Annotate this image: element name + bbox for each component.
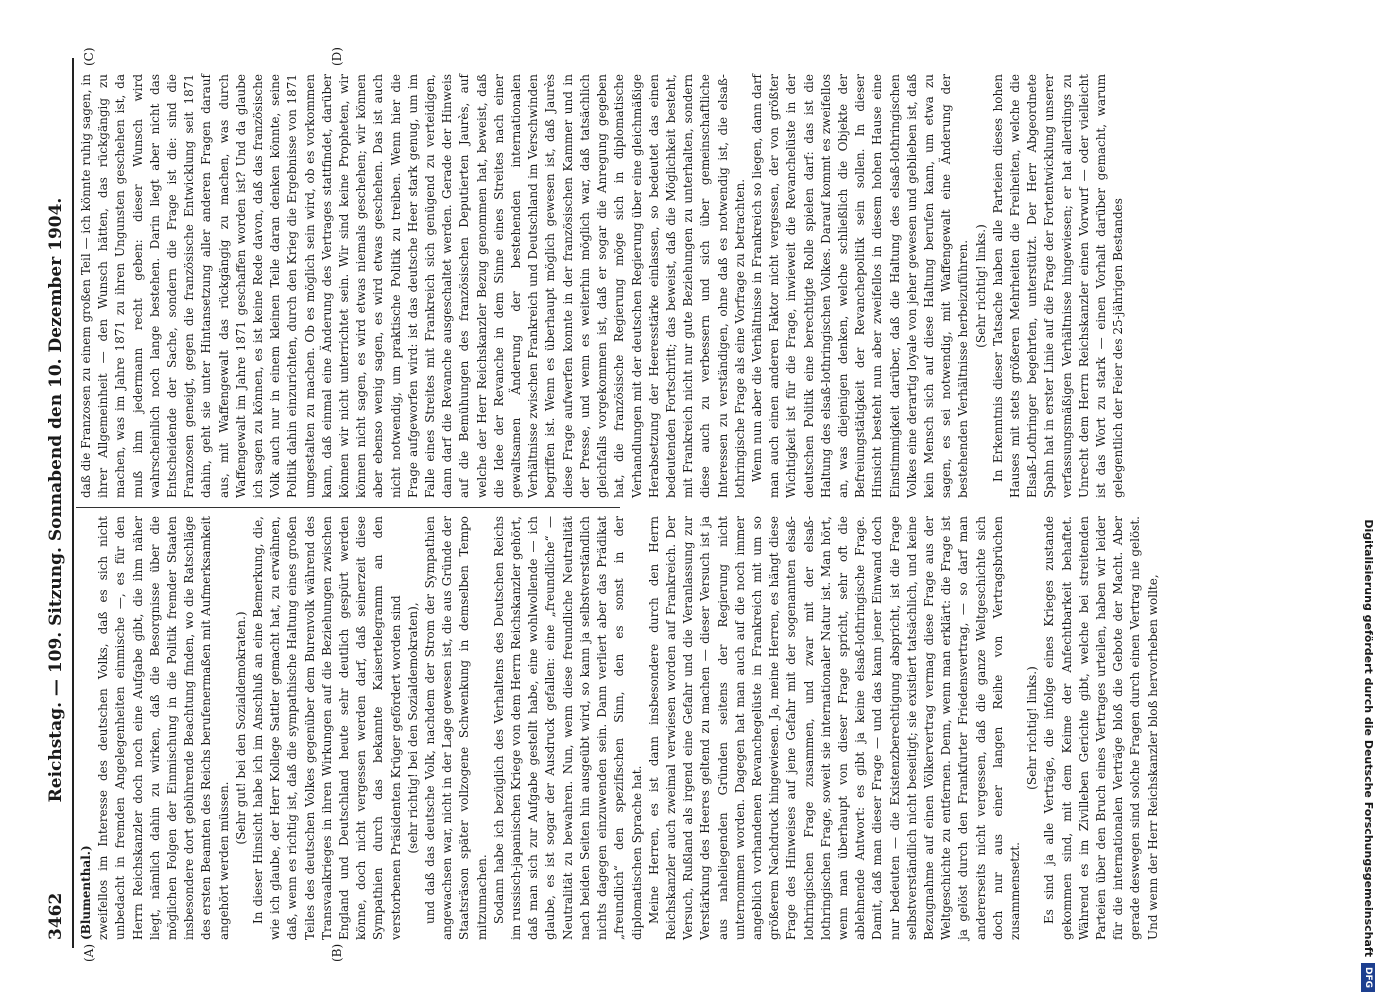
paragraph: In dieser Hinsicht habe ich im Anschluß an eine Bemerkung, die, wie ich glaube, der Herr Kollege Sattler gemacht hat, zu erwähnen, daß, wenn es richtig ist, daß die sympathische Haltung eines großen Teiles des deutschen Volkes gegenüber dem Burenvolk während des Transvaalkrieges in ihren Wirkungen auf die Beziehungen zwischen England und Deutschland heute sehr deutlich gespürt werden könne, doch nicht vergessen werden darf, daß seinerzeit diese Sympathien durch das bekannte Kaisertelegramm an den verstorbenen Präsidenten Krüger gefördert worden sind	[251, 516, 403, 940]
right-column	[78, 74, 1126, 498]
paragraph: zweifellos im Interesse des deutschen Volks, daß es sich nicht unbedacht in fremden Angelegenheiten einmische —, es für den Herrn Reichskanzler doch noch eine Aufgabe gibt, die ihm näher liegt, nämlich dahin zu wirken, daß die Besorgnisse über die möglichen Folgen der Einmischung in die Politik fremder Staaten insbesondere dort gebührende Beachtung finden, wo die Ratschläge des ersten Beamten des Reichs berufenermaßen mit Aufmerksamkeit angehört werden müssen.	[96, 516, 231, 940]
margin-marker-d: (D)	[330, 47, 344, 66]
paragraph: Wenn nun aber die Verhältnisse in Frankreich so liegen, dann darf man auch einen anderen Faktor nicht vergessen, der von größter Wichtigkeit ist für die Frage, inwieweit die Revanchelüste in der deutschen Politik eine berechtigte Rolle spielen darf: das ist die Haltung des elsaß-lothringischen Volkes. Darauf kommt es zweifellos an, was diejenigen denken, welche schließlich die Objekte der Befreiungstätigkeit der Revanchepolitik sein sollen. In dieser Hinsicht besteht nun aber zweifellos in diesem hohen Hause eine Einstimmigkeit darüber, daß die Haltung des elsaß-lothringischen Volkes eine derartig loyale von jeher gewesen und geblieben ist, daß kein Mensch sich auf diese Haltung berufen kann, um etwa zu sagen, es sei notwendig, mit Waffengewalt eine Änderung der bestehenden Verhältnisse herbeizuführen.	[749, 74, 971, 498]
session-title: Reichstag. — 109. Sitzung. Sonnabend den 10. Dezember 1904.	[46, 197, 66, 803]
margin-marker-b: (B)	[330, 943, 344, 962]
column-divider	[76, 507, 620, 508]
paragraph: Meine Herren, es ist dann insbesondere durch den Herrn Reichskanzler auch zweimal verwiesen worden auf Frankreich. Der Versuch, Rußland als irgend eine Gefahr und die Veranlassung zur Verstärkung des Heeres geltend zu machen — dieser Versuch ist ja aus naheliegenden Gründen seitens der Regierung nicht unternommen worden. Dagegen hat man auch auf die noch immer angeblich vorhandenen Revanchegelüste in Frankreich mit um so größerem Nachdruck hingewiesen. Ja, meine Herren, es hängt diese Frage des Hinweises auf jene Gefahr mit der sogenannten elsaß-lothringischen Frage zusammen, und zwar mit der elsaß-lothringischen Frage, soweit sie internationaler Natur ist. Man hört, wenn man überhaupt von dieser Frage spricht, sehr oft die ablehnende Antwort: es gibt ja keine elsaß-lothringische Frage. Damit, daß man dieser Frage — und das kann jener Einwand doch nur bedeuten — die Existenzberechtigung abspricht, ist die Frage selbstverständlich nicht beseitigt; sie existiert tatsächlich, und keine Bezugnahme auf einen Völkervertrag vermag diese Frage aus der Weltgeschichte zu entfernen. Denn, wenn man erklärt: die Frage ist ja gelöst durch den Frankfurter Friedensvertrag, — so darf man andererseits nicht vergessen, daß die ganze Weltgeschichte sich doch nur aus einer langen Reihe von Vertragsbrüchen zusammensetzt.	[646, 516, 1022, 940]
paragraph: und daß das deutsche Volk, nachdem der Strom der Sympathien angewachsen war, nicht in der Lage gewesen ist, die aus Gründe der Staatsräson später vollzogene Schwenkung in demselben Tempo mitzumachen.	[423, 516, 489, 940]
interjection: (Sehr gut! bei den Sozialdemokraten.)	[233, 611, 248, 845]
margin-marker-a: (A)	[82, 943, 96, 962]
digitization-credit	[1358, 8, 1378, 992]
interjection: (sehr richtig! bei den Sozialdemokraten),	[405, 602, 420, 854]
paragraph: Es sind ja alle Verträge, die infolge eines Krieges zustande gekommen sind, mit dem Keime der Anfechtbarkeit behaftet. Während es im Zivilleben Gerichte gibt, welche bei streitenden Parteien über den Bruch eines Vertrages urteilen, haben wir leider für die internationalen Verträge bloß die Gebote der Macht. Aber gerade deswegen sind solche Fragen durch einen Vertrag nie gelöst. Und wenn der Herr Reichskanzler bloß hervorheben wollte,	[1042, 516, 1160, 940]
margin-marker-c: (C)	[82, 47, 96, 66]
interjection: (Sehr richtig! links.)	[973, 224, 988, 348]
paragraph: daß die Franzosen zu einem großen Teil — ich könnte ruhig sagen, in ihrer Allgemeinheit — den Wunsch hätten, das rückgängig zu machen, was im Jahre 1871 zu ihren Ungunsten geschehen ist, da muß ihm jedermann recht geben: dieser Wunsch wird wahrscheinlich noch lange bestehen. Darin liegt aber nicht das Entscheidende der Sache, sondern die Frage ist die: sind die Franzosen geneigt, gegen die französische Entwicklung seit 1871 dahin, geht sie unter Hintansetzung aller anderen Fragen darauf aus, mit Waffengewalt das rückgängig zu machen, was durch Waffengewalt im Jahre 1871 geschaffen worden ist? Und da glaube ich sagen zu können, es ist keine Rede davon, daß das französische Volk auch nur in einem kleinen Teile daran denken könnte, seine Politik dahin einzurichten, durch den Krieg die Ergebnisse von 1871 umgestalten zu machen. Ob es möglich sein wird, ob es vorkommen kann, daß einmal eine Änderung des Vertrages stattfindet, darüber können wir nicht unterrichtet sein. Wir sind keine Propheten, wir können nicht sagen, es wird etwas niemals geschehen; wir können aber ebenso wenig sagen, es wird etwas geschehen. Das ist auch nicht notwendig, um praktische Politik zu treiben. Wenn hier die Frage aufgeworfen wird: ist das deutsche Heer stark genug, um im Falle eines Streites mit Frankreich sich genügend zu verteidigen, dann darf die Revanche ausgeschaltet werden. Gerade der Hinweis auf die Bemühungen des französischen Deputierten Jaurès, auf welche der Herr Reichskanzler Bezug genommen hat, beweist, daß die Idee der Revanche in dem Sinne eines Streites nach einer gewaltsamen Änderung der bestehenden internationalen Verhältnisse zwischen Frankreich und Deutschland im Verschwinden begriffen ist. Wenn es überhaupt möglich gewesen ist, daß Jaurès diese Frage aufwerfen konnte in der französischen Kammer und in der Presse, und wenn es weiterhin möglich war, daß tatsächlich gleichfalls vorgekommen ist, daß er sogar die Anregung gegeben hat, die französische Regierung möge sich in diplomatische Verhandlungen mit der deutschen Regierung über eine gleichmäßige Herabsetzung der Heeresstärke einlassen, so bedeutet das einen bedeutenden Fortschritt; das beweist, daß die Möglichkeit besteht, mit Frankreich nicht nur gute Beziehungen zu unterhalten, sondern diese auch zu verbessern und sich über gemeinschaftliche Interessen zu verständigen, ohne daß es notwendig ist, die elsaß-lothringische Frage als eine Vorfrage zu betrachten.	[79, 74, 747, 498]
credit-text: Digitalisierung gefördert durch die Deutsche Forschungsgemeinschaft	[1362, 519, 1375, 957]
paragraph: Sodann habe ich bezüglich des Verhaltens des Deutschen Reichs im russisch-japanischen Kriege von dem Herrn Reichskanzler gehört, daß man sich zur Aufgabe gestellt habe, eine wohlwollende — ich glaube, es ist sogar der Ausdruck gefallen: eine „freundliche“ — Neutralität zu bewahren. Nun, wenn diese freundliche Neutralität nach beiden Seiten hin ausgeübt wird, so kann ja selbstverständlich nichts dagegen einzuwenden sein. Dann verliert aber das Prädikat „freundlich“ den spezifischen Sinn, den es sonst in der diplomatischen Sprache hat.	[491, 516, 644, 940]
page-header	[46, 60, 68, 940]
paragraph: In Erkenntnis dieser Tatsache haben alle Parteien dieses hohen Hauses mit stets größeren Mehrheiten die Freiheiten, welche die Elsaß-Lothringer begehrten, unterstützt. Der Herr Abgeordnete Spahn hat in erster Linie auf die Frage der Fortentwicklung unserer verfassungsmäßigen Verhältnisse hingewiesen; er hat allerdings zu Unrecht dem Herrn Reichskanzler einen Vorwurf — oder vielleicht ist das Wort zu stark — einen Vorhalt darüber gemacht, warum gelegentlich der Feier des 25-jährigen Bestandes	[990, 74, 1126, 498]
interjection: (Sehr richtig! links.)	[1025, 666, 1040, 790]
left-column	[78, 516, 1160, 940]
page-number: 3462	[46, 892, 66, 940]
header-rule	[72, 58, 74, 948]
dfg-logo-badge: DFG	[1361, 963, 1375, 992]
speaker-name: (Blumenthal.)	[79, 845, 93, 940]
